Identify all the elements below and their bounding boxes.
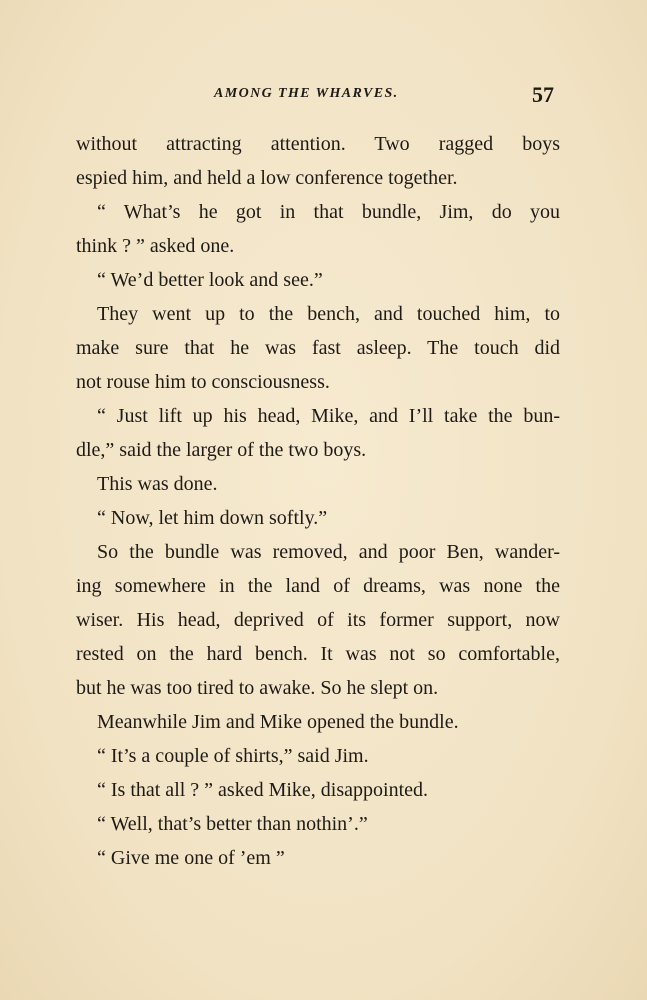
running-title: AMONG THE WHARVES.: [214, 86, 399, 101]
text-line: wiser. His head, deprived of its former support, now: [76, 609, 560, 631]
text-line: dle,” said the larger of the two boys.: [76, 439, 367, 461]
text-line: “ Is that all ? ” asked Mike, disappointed.: [97, 779, 429, 801]
text-line: They went up to the bench, and touched him, to: [97, 303, 560, 325]
text-line: “ What’s he got in that bundle, Jim, do you: [97, 201, 560, 223]
text-line: make sure that he was fast asleep. The touch did: [76, 337, 560, 359]
text-line: “ We’d better look and see.”: [97, 269, 323, 291]
text-line: but he was too tired to awake. So he slept on.: [76, 677, 439, 699]
text-line: think ? ” asked one.: [76, 235, 235, 257]
text-line: This was done.: [97, 473, 218, 495]
text-line: “ Give me one of ’em ”: [97, 847, 285, 869]
text-line: without attracting attention. Two ragged boys: [76, 133, 560, 155]
body-text: [76, 127, 560, 875]
text-line: not rouse him to consciousness.: [76, 371, 330, 393]
text-line: rested on the hard bench. It was not so comfortable,: [76, 643, 560, 665]
text-line: “ Just lift up his head, Mike, and I’ll take the bun-: [97, 405, 560, 427]
text-line: Meanwhile Jim and Mike opened the bundle.: [97, 711, 459, 733]
text-line: ing somewhere in the land of dreams, was none the: [76, 575, 560, 597]
text-line: “ Well, that’s better than nothin’.”: [97, 813, 368, 835]
page-number: 57: [532, 82, 554, 107]
running-head: [0, 84, 647, 110]
text-line: espied him, and held a low conference together.: [76, 167, 458, 189]
text-line: “ It’s a couple of shirts,” said Jim.: [97, 745, 369, 767]
text-line: “ Now, let him down softly.”: [97, 507, 328, 529]
text-line: So the bundle was removed, and poor Ben, wander-: [97, 541, 560, 563]
